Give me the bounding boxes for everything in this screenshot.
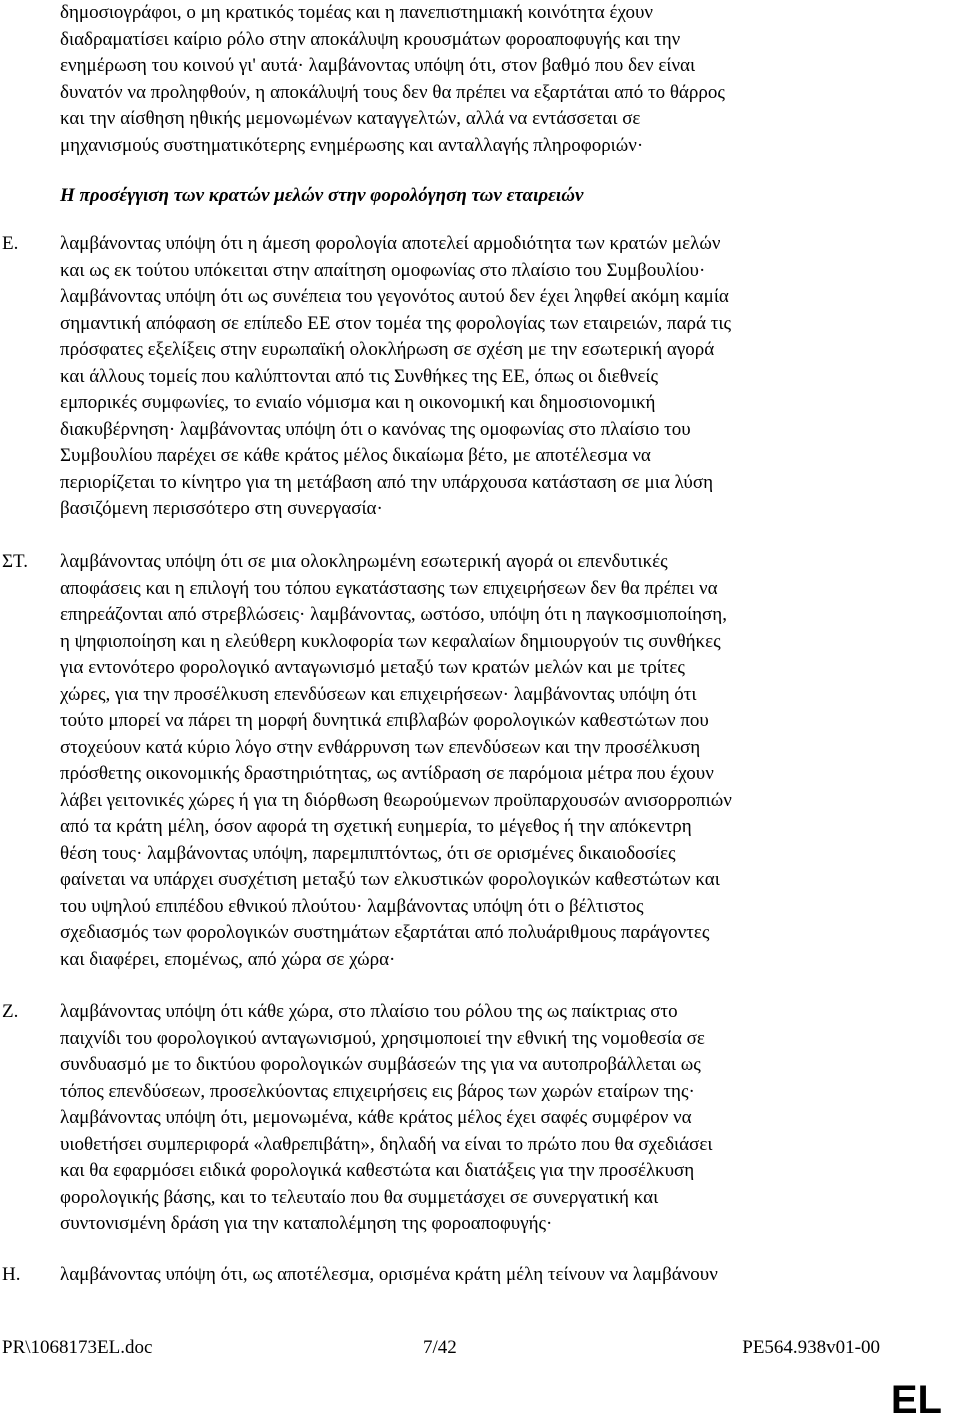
text-line: τόπος επενδύσεων, προσελκύοντας επιχειρήσεις εις βάρος των χωρών εταίρων της· [60, 1080, 695, 1102]
text-line: σημαντική απόφαση σε επίπεδο ΕΕ στον τομέα της φορολογίας των εταιρειών, παρά τις [60, 312, 732, 334]
page-footer [0, 1335, 960, 1361]
text-line: διακυβέρνηση· λαμβάνοντας υπόψη ότι ο κανόνας της ομοφωνίας στο πλαίσιο του [60, 418, 691, 440]
text-line: του υψηλού επιπέδου εθνικού πλούτου· λαμβάνοντας υπόψη ότι ο βέλτιστος [60, 895, 644, 917]
text-line: δυνατόν να προληφθούν, η αποκάλυψή τους δεν θα πρέπει να εξαρτάται από το θάρρος [60, 81, 725, 103]
recital-body [60, 1262, 718, 1289]
text-line: διαδραματίσει καίριο ρόλο στην αποκάλυψη κρουσμάτων φοροαποφυγής και την [60, 28, 681, 50]
footer-page-number: 7/42 [423, 1337, 457, 1358]
text-line: αποφάσεις και η επιλογή του τόπου εγκατάστασης των επιχειρήσεων δεν θα πρέπει να [60, 577, 718, 599]
recital-label: Ζ. [2, 1001, 19, 1022]
text-line: λαμβάνοντας υπόψη ότι η άμεση φορολογία αποτελεί αρμοδιότητα των κρατών μελών [60, 233, 721, 254]
text-line: παιχνίδι του φορολογικού ανταγωνισμού, χρησιμοποιεί την εθνική της νομοθεσία σε [60, 1027, 705, 1049]
recital-body [60, 999, 712, 1238]
intro-paragraph [60, 0, 725, 159]
text-line: και άλλους τομείς που καλύπτονται από τις Συνθήκες της ΕΕ, όπως οι διεθνείς [60, 365, 659, 387]
text-line: βασιζόμενη περισσότερο στη συνεργασία· [60, 498, 383, 519]
text-line: και διαφέρει, επομένως, από χώρα σε χώρα· [60, 948, 396, 970]
recital-body [60, 549, 732, 973]
text-line: λάβει γειτονικές χώρες ή για τη διόρθωση θεωρούμενων προϋπαρχουσών ανισορροπιών [60, 789, 732, 811]
text-line: και ως εκ τούτου υπόκειται στην απαίτηση ομοφωνίας στο πλαίσιο του Συμβουλίου· [60, 259, 706, 281]
recital-label: Ε. [2, 233, 19, 254]
text-line: φορολογικής βάσης, και το τελευταίο που θα συμμετάσχει σε συνεργατική και [60, 1186, 659, 1208]
footer-doc-ref: PR\1068173EL.doc [2, 1337, 153, 1358]
text-line: τούτο μπορεί να πάρει τη μορφή δυνητικά επιβλαβών φορολογικών καθεστώτων που [60, 710, 709, 731]
recital-label: Η. [2, 1264, 21, 1285]
text-line: πρόσφατες εξελίξεις στην ευρωπαϊκή ολοκλήρωση σε σχέση με την εσωτερική αγορά [60, 339, 715, 360]
text-line: περιορίζεται το κίνητρο για τη μετάβαση από την υπάρχουσα κατάσταση σε μια λύση [60, 471, 714, 493]
text-line: από τα κράτη μέλη, όσον αφορά τη σχετική ευημερία, το μέγεθος ή την απόκεντρη [60, 816, 692, 837]
text-line: λαμβάνοντας υπόψη ότι, μεμονωμένα, κάθε κράτος μέλος έχει σαφές συμφέρον να [60, 1107, 692, 1128]
text-line: χώρες, για την προσέλκυση επενδύσεων και επιχειρήσεων· λαμβάνοντας υπόψη ότι [60, 683, 697, 705]
text-line: η ψηφιοποίηση και η ελεύθερη κυκλοφορία των κεφαλαίων δημιουργούν τις συνθήκες [60, 630, 721, 652]
text-line: Συμβουλίου παρέχει σε κάθε κράτος μέλος δικαίωμα βέτο, με αποτέλεσμα να [60, 445, 651, 466]
recital-body [60, 231, 731, 523]
text-line: λαμβάνοντας υπόψη ότι ως συνέπεια του γεγονότος αυτού δεν έχει ληφθεί ακόμη καμία [60, 286, 729, 307]
text-line: δημοσιογράφοι, ο μη κρατικός τομέας και η πανεπιστημιακή κοινότητα έχουν [60, 2, 653, 23]
text-line: λαμβάνοντας υπόψη ότι σε μια ολοκληρωμένη εσωτερική αγορά οι επενδυτικές [60, 551, 668, 572]
text-line: σχεδιασμός των φορολογικών συστημάτων εξαρτάται από πολυάριθμους παράγοντες [60, 922, 710, 943]
language-mark: EL [890, 1378, 942, 1422]
text-line: στοχεύουν κατά κύριο λόγο στην ενθάρρυνση των επενδύσεων και την προσέλκυση [60, 736, 701, 758]
text-line: μηχανισμούς συστηματικότερης ενημέρωσης και ανταλλαγής πληροφοριών· [60, 134, 644, 156]
recital-label: ΣΤ. [2, 551, 29, 572]
text-line: και θα εφαρμόσει ειδικά φορολογικά καθεστώτα και διατάξεις για την προσέλκυση [60, 1160, 695, 1181]
text-line: πρόσθετης οικονομικής δραστηριότητας, ως αντίδραση σε παρόμοια μέτρα που έχουν [60, 763, 714, 784]
text-line: για εντονότερο φορολογικό ανταγωνισμό μεταξύ των κρατών μελών και με τρίτες [60, 657, 685, 678]
text-line: θέση τους· λαμβάνοντας υπόψη, παρεμπιπτόντως, ότι σε ορισμένες δικαιοδοσίες [60, 842, 676, 864]
text-line: υιοθετήσει συμπεριφορά «λαθρεπιβάτη», δηλαδή να είναι το πρώτο που θα σχεδιάσει [60, 1133, 713, 1155]
section-heading: Η προσέγγιση των κρατών μελών στην φορολόγηση των εταιρειών [60, 185, 584, 206]
text-line: και την αίσθηση ηθικής μεμονωμένων καταγγελτών, αλλά να εντάσσεται σε [60, 108, 641, 129]
text-line: ενημέρωση του κοινού γι' αυτά· λαμβάνοντας υπόψη ότι, στον βαθμό που δεν είναι [60, 55, 696, 76]
text-line: συντονισμένη δράση για την καταπολέμηση της φοροαποφυγής· [60, 1213, 553, 1234]
text-line: επηρεάζονται από στρεβλώσεις· λαμβάνοντας, ωστόσο, υπόψη ότι η παγκοσμιοποίηση, [60, 604, 727, 625]
text-line: λαμβάνοντας υπόψη ότι, ως αποτέλεσμα, ορισμένα κράτη μέλη τείνουν να λαμβάνουν [60, 1264, 718, 1285]
text-line: εμπορικές συμφωνίες, το ενιαίο νόμισμα και η οικονομική και δημοσιονομική [60, 392, 656, 413]
text-line: συνδυασμό με το δικτύου φορολογικών συμβάσεών της για να αυτοπροβάλλεται ως [60, 1054, 701, 1075]
footer-version: PE564.938v01-00 [742, 1337, 880, 1358]
text-line: φαίνεται να υπάρχει συσχέτιση μεταξύ των ελκυστικών φορολογικών καθεστώτων και [60, 869, 720, 890]
text-line: λαμβάνοντας υπόψη ότι κάθε χώρα, στο πλαίσιο του ρόλου της ως παίκτριας στο [60, 1001, 678, 1022]
